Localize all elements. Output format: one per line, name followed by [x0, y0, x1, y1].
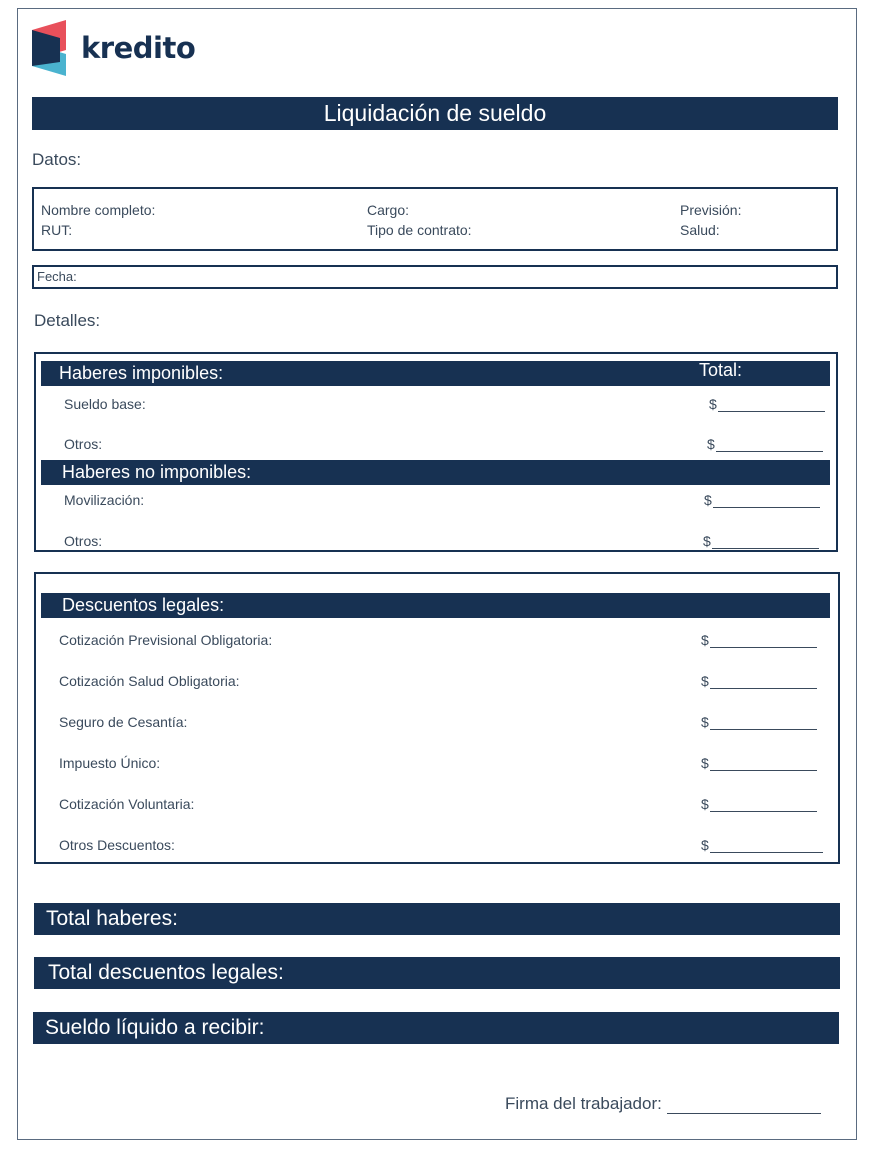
field-rut: RUT:: [41, 222, 73, 238]
total-descuentos-label: Total descuentos legales:: [48, 961, 284, 984]
descuentos-label: Descuentos legales:: [62, 595, 225, 615]
kredito-logo-icon: [32, 20, 66, 76]
fecha-box: [32, 265, 838, 289]
currency-symbol: $: [703, 533, 711, 549]
field-salud: Salud:: [680, 222, 720, 238]
page-title: Liquidación de sueldo: [32, 97, 838, 130]
field-tipo-contrato: Tipo de contrato:: [367, 222, 472, 238]
amount-movilizacion[interactable]: [704, 492, 820, 508]
currency-symbol: $: [704, 492, 712, 508]
amount-otros-descuentos[interactable]: [701, 837, 823, 853]
datos-box: [32, 187, 838, 251]
currency-symbol: $: [701, 796, 709, 812]
amount-cotizacion-voluntaria[interactable]: [701, 796, 817, 812]
brand-name: kredito: [81, 31, 196, 65]
field-fecha: Fecha:: [37, 269, 77, 284]
signature-label: Firma del trabajador:: [505, 1094, 662, 1113]
field-cargo: Cargo:: [367, 202, 410, 218]
signature-field[interactable]: [505, 1094, 821, 1114]
field-nombre: Nombre completo:: [41, 202, 156, 218]
currency-symbol: $: [707, 436, 715, 452]
currency-symbol: $: [701, 714, 709, 730]
row-cotizacion-previsional: Cotización Previsional Obligatoria:: [59, 632, 273, 648]
total-haberes-label: Total haberes:: [46, 907, 178, 930]
currency-symbol: $: [701, 837, 709, 853]
row-otros-imponibles: Otros:: [64, 436, 103, 452]
amount-sueldo-base[interactable]: [709, 396, 825, 412]
total-haberes-bar: [34, 903, 840, 935]
detalles-heading: Detalles:: [34, 311, 101, 330]
amount-cotizacion-salud[interactable]: [701, 673, 817, 689]
amount-cotizacion-previsional[interactable]: [701, 632, 817, 648]
currency-symbol: $: [701, 673, 709, 689]
haberes-no-imponibles-label: Haberes no imponibles:: [62, 462, 252, 482]
row-otros-no-imponibles: Otros:: [64, 533, 103, 549]
row-sueldo-base: Sueldo base:: [64, 396, 146, 412]
field-prevision: Previsión:: [680, 202, 742, 218]
sueldo-liquido-label: Sueldo líquido a recibir:: [45, 1016, 265, 1039]
row-cotizacion-voluntaria: Cotización Voluntaria:: [59, 796, 195, 812]
row-otros-descuentos: Otros Descuentos:: [59, 837, 175, 853]
haberes-imponibles-label: Haberes imponibles:: [59, 363, 224, 383]
row-impuesto-unico: Impuesto Único:: [59, 755, 161, 771]
total-descuentos-bar: [34, 957, 840, 989]
haberes-no-imponibles-header: [41, 460, 830, 485]
row-movilizacion: Movilización:: [64, 492, 145, 508]
haberes-imponibles-header: [41, 361, 830, 386]
amount-otros-imponibles[interactable]: [707, 436, 823, 452]
signature-line: [667, 1097, 821, 1114]
sueldo-liquido-bar: [33, 1012, 839, 1044]
currency-symbol: $: [701, 632, 709, 648]
currency-symbol: $: [701, 755, 709, 771]
amount-impuesto-unico[interactable]: [701, 755, 817, 771]
currency-symbol: $: [709, 396, 717, 412]
amount-otros-no-imponibles[interactable]: [703, 533, 819, 549]
row-cotizacion-salud: Cotización Salud Obligatoria:: [59, 673, 240, 689]
total-label: Total:: [699, 360, 743, 380]
amount-seguro-cesantia[interactable]: [701, 714, 817, 730]
datos-heading: Datos:: [32, 150, 82, 169]
row-seguro-cesantia: Seguro de Cesantía:: [59, 714, 188, 730]
kredito-logo: [32, 20, 195, 76]
descuentos-header: [41, 593, 830, 618]
